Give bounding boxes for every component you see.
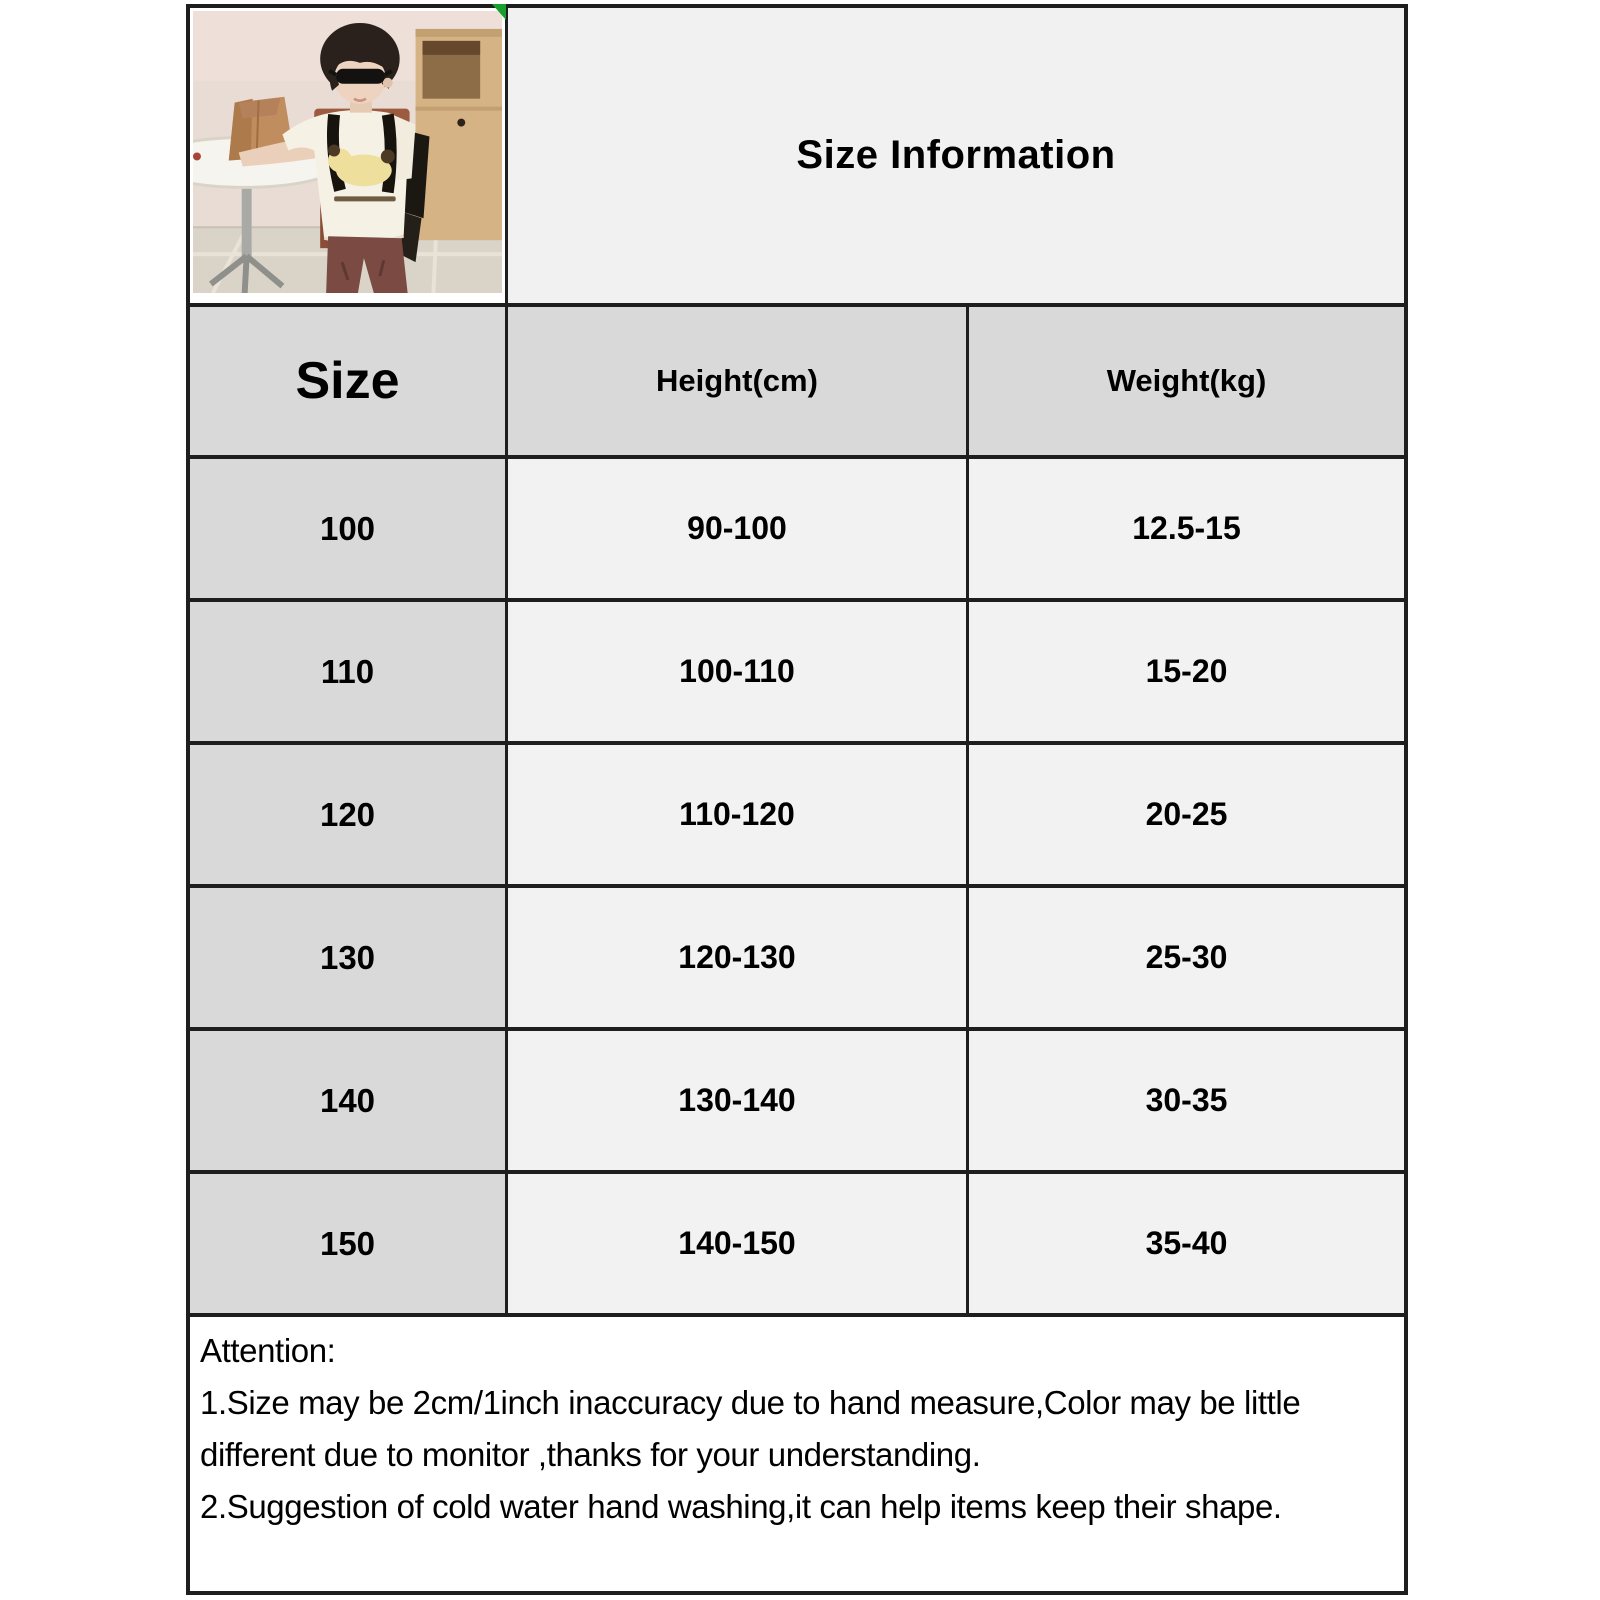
green-corner-marker <box>492 4 506 20</box>
size-chart-sheet <box>186 4 1408 1595</box>
size-information-title: Size Information <box>508 8 1404 307</box>
height-cell: 130-140 <box>508 1031 969 1174</box>
attention-line-2: 2.Suggestion of cold water hand washing,it can help items keep their shape. <box>200 1488 1282 1526</box>
product-photo-cell <box>190 8 508 307</box>
height-cell: 120-130 <box>508 888 969 1031</box>
column-header-height: Height(cm) <box>508 307 969 459</box>
photo-cabinet <box>416 29 502 240</box>
height-cell: 110-120 <box>508 745 969 888</box>
size-cell: 140 <box>190 1031 508 1174</box>
size-cell: 150 <box>190 1174 508 1317</box>
size-cell: 110 <box>190 602 508 745</box>
weight-cell: 30-35 <box>969 1031 1404 1174</box>
attention-title: Attention: <box>200 1332 336 1369</box>
weight-cell: 15-20 <box>969 602 1404 745</box>
column-header-weight: Weight(kg) <box>969 307 1404 459</box>
attention-note <box>190 1317 1404 1591</box>
attention-line-1: 1.Size may be 2cm/1inch inaccuracy due to hand measure,Color may be little different due to monitor ,thanks for your understanding. <box>200 1384 1301 1474</box>
weight-cell: 12.5-15 <box>969 459 1404 602</box>
weight-cell: 35-40 <box>969 1174 1404 1317</box>
size-cell: 130 <box>190 888 508 1031</box>
height-cell: 90-100 <box>508 459 969 602</box>
height-cell: 100-110 <box>508 602 969 745</box>
weight-cell: 25-30 <box>969 888 1404 1031</box>
weight-cell: 20-25 <box>969 745 1404 888</box>
product-photo-illustration <box>193 11 502 293</box>
size-cell: 100 <box>190 459 508 602</box>
size-cell: 120 <box>190 745 508 888</box>
height-cell: 140-150 <box>508 1174 969 1317</box>
column-header-size: Size <box>190 307 508 459</box>
